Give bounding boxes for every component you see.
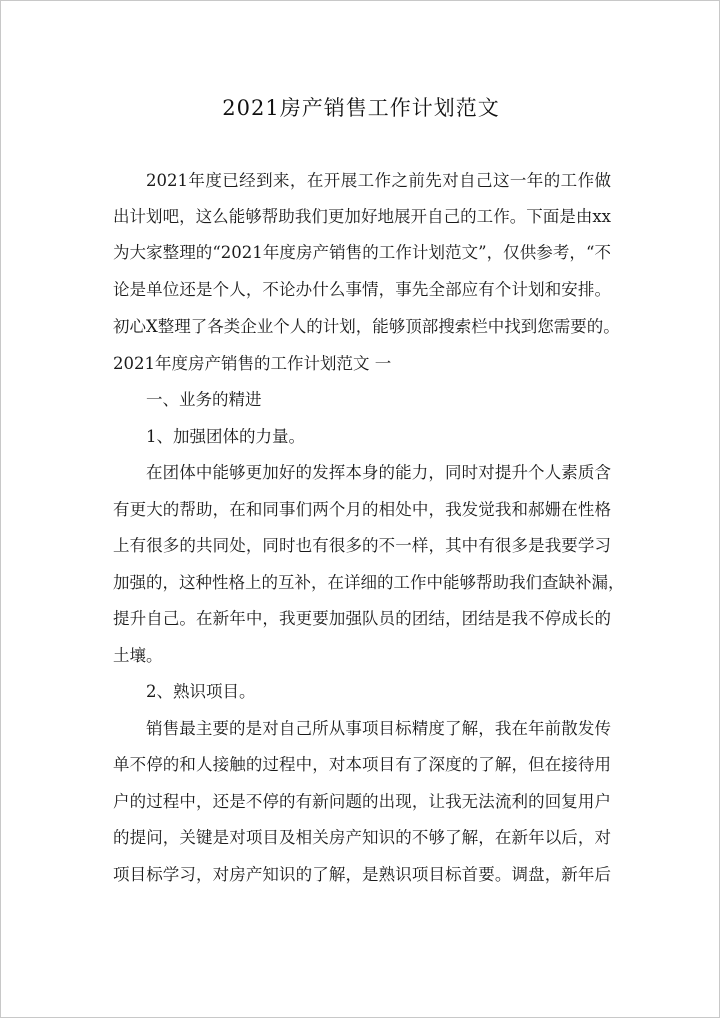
paragraph-line: 加强的，这种性格上的互补，在详细的工作中能够帮助我们查缺补漏， xyxy=(113,573,625,592)
subsection-heading: 1、加强团体的力量。 xyxy=(146,427,305,446)
paragraph-line: 的提问，关键是对项目及相关房产知识的不够了解，在新年以后，对 xyxy=(113,828,611,847)
paragraph-line: 户的过程中，还是不停的有新问题的出现，让我无法流利的回复用户 xyxy=(113,792,611,811)
paragraph-line: 论是单位还是个人，不论办什么事情，事先全部应有个计划和安排。 xyxy=(113,280,611,299)
paragraph-line: 项目标学习，对房产知识的了解，是熟识项目标首要。调盘，新年后 xyxy=(113,865,611,884)
paragraph-line: 单不停的和人接触的过程中，对本项目有了深度的了解，但在接待用 xyxy=(113,755,611,774)
paragraph-line: 在团体中能够更加好的发挥本身的能力，同时对提升个人素质含 xyxy=(146,463,611,482)
paragraph-line: 初心X整理了各类企业个人的计划，能够顶部搜索栏中找到您需要的。 xyxy=(113,317,620,336)
paragraph-line: 2021年度已经到来，在开展工作之前先对自己这一年的工作做 xyxy=(146,171,611,190)
paragraph-line: 出计划吧，这么能够帮助我们更加好地展开自己的工作。下面是由xx xyxy=(113,207,611,226)
document-title: 2021房产销售工作计划范文 xyxy=(222,96,500,120)
section-heading: 2021年度房产销售的工作计划范文 一 xyxy=(113,354,392,373)
paragraph-line: 土壤。 xyxy=(113,646,163,665)
paragraph-line: 提升自己。在新年中，我更要加强队员的团结，团结是我不停成长的 xyxy=(113,609,611,628)
paragraph-line: 为大家整理的“2021年度房产销售的工作计划范文”，仅供参考，“不 xyxy=(113,243,611,262)
paragraph-line: 销售最主要的是对自己所从事项目标精度了解，我在年前散发传 xyxy=(146,719,611,738)
section-heading: 一、业务的精进 xyxy=(146,390,262,409)
subsection-heading: 2、熟识项目。 xyxy=(146,682,256,701)
paragraph-line: 上有很多的共同处，同时也有很多的不一样，其中有很多是我要学习 xyxy=(113,536,611,555)
paragraph-line: 有更大的帮助，在和同事们两个月的相处中，我发觉我和郝姗在性格 xyxy=(113,500,611,519)
